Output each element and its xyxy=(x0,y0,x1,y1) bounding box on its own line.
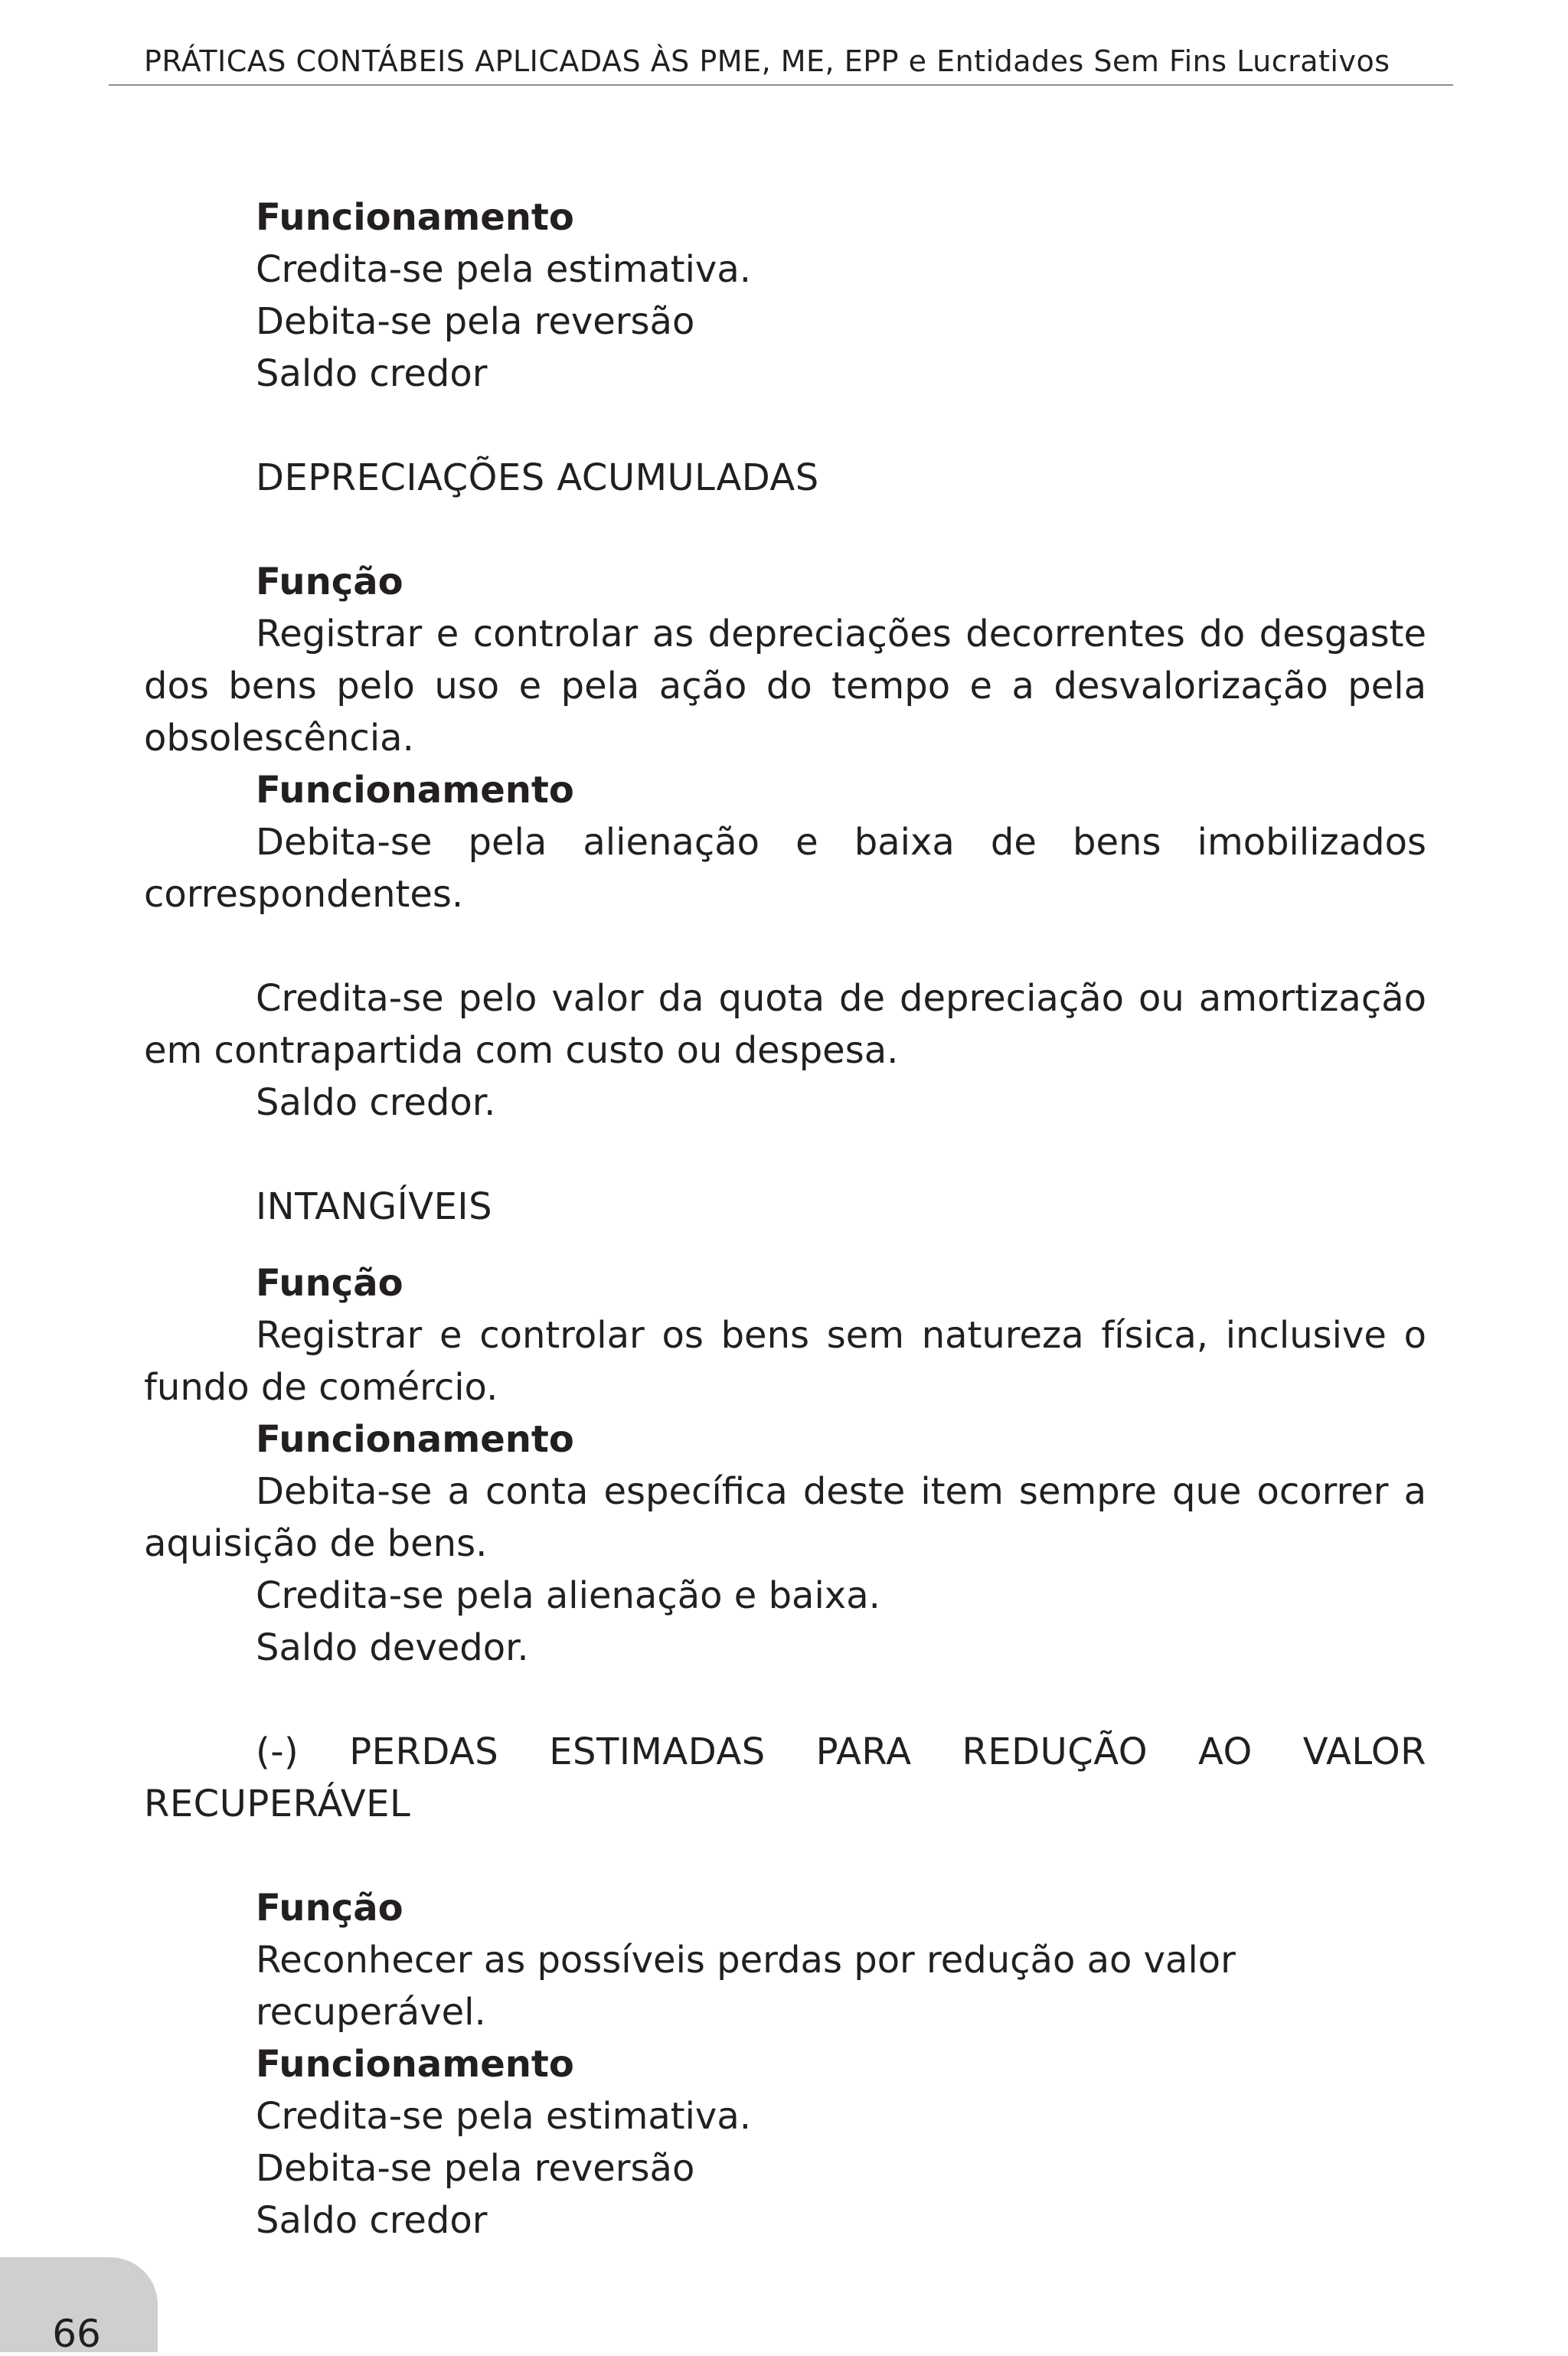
section-title-depreciacoes: DEPRECIAÇÕES ACUMULADAS xyxy=(256,456,819,499)
header-rule xyxy=(109,84,1453,86)
body-line: Saldo devedor. xyxy=(256,1626,529,1669)
body-paragraph: Registrar e controlar os bens sem natureza física, inclusive o fundo de comércio. xyxy=(144,1314,1426,1409)
body-line: Debita-se pela reversão xyxy=(256,2147,695,2190)
page-number: 66 xyxy=(52,2312,101,2356)
funcionamento-heading: Funcionamento xyxy=(256,1418,574,1461)
body-line: Debita-se pela reversão xyxy=(256,300,695,343)
body-line: Reconhecer as possíveis perdas por redução ao valor recuperável. xyxy=(256,1939,1236,2034)
funcionamento-heading: Funcionamento xyxy=(256,196,574,239)
funcao-heading: Função xyxy=(256,1262,403,1305)
body-paragraph: Registrar e controlar as depreciações decorrentes do desgaste dos bens pelo uso e pela ação do tempo e a desvalorização pela obsolescência. xyxy=(144,613,1426,760)
spacer xyxy=(144,920,1426,972)
spacer xyxy=(144,1830,1426,1882)
funcionamento-heading: Funcionamento xyxy=(256,2043,574,2086)
funcao-heading: Função xyxy=(256,1887,403,1930)
section-title-intangiveis: INTANGÍVEIS xyxy=(256,1185,493,1228)
body-paragraph: Debita-se pela alienação e baixa de bens imobilizados correspondentes. xyxy=(144,821,1426,916)
body-line: Saldo credor xyxy=(256,2199,488,2242)
body-line: Credita-se pela alienação e baixa. xyxy=(256,1574,880,1617)
body-paragraph: Credita-se pelo valor da quota de depreciação ou amortização em contrapartida com custo ou despesa. xyxy=(144,977,1426,1072)
spacer xyxy=(144,1674,1426,1726)
spacer xyxy=(144,504,1426,556)
spacer xyxy=(144,400,1426,452)
funcao-heading: Função xyxy=(256,560,403,603)
body-paragraph: Debita-se a conta específica deste item sempre que ocorrer a aquisição de bens. xyxy=(144,1470,1426,1565)
body-line: Saldo credor xyxy=(256,352,488,395)
body-line: Credita-se pela estimativa. xyxy=(256,248,751,291)
running-header: PRÁTICAS CONTÁBEIS APLICADAS ÀS PME, ME, EPP e Entidades Sem Fins Lucrativos xyxy=(144,44,1390,78)
spacer xyxy=(144,1129,1426,1181)
funcionamento-heading: Funcionamento xyxy=(256,769,574,812)
body-line: Saldo credor. xyxy=(256,1081,496,1124)
page-body xyxy=(144,191,1426,2247)
section-title-perdas: (-) PERDAS ESTIMADAS PARA REDUÇÃO AO VALOR RECUPERÁVEL xyxy=(144,1730,1426,1825)
body-line: Credita-se pela estimativa. xyxy=(256,2095,751,2138)
spacer xyxy=(144,1233,1426,1257)
